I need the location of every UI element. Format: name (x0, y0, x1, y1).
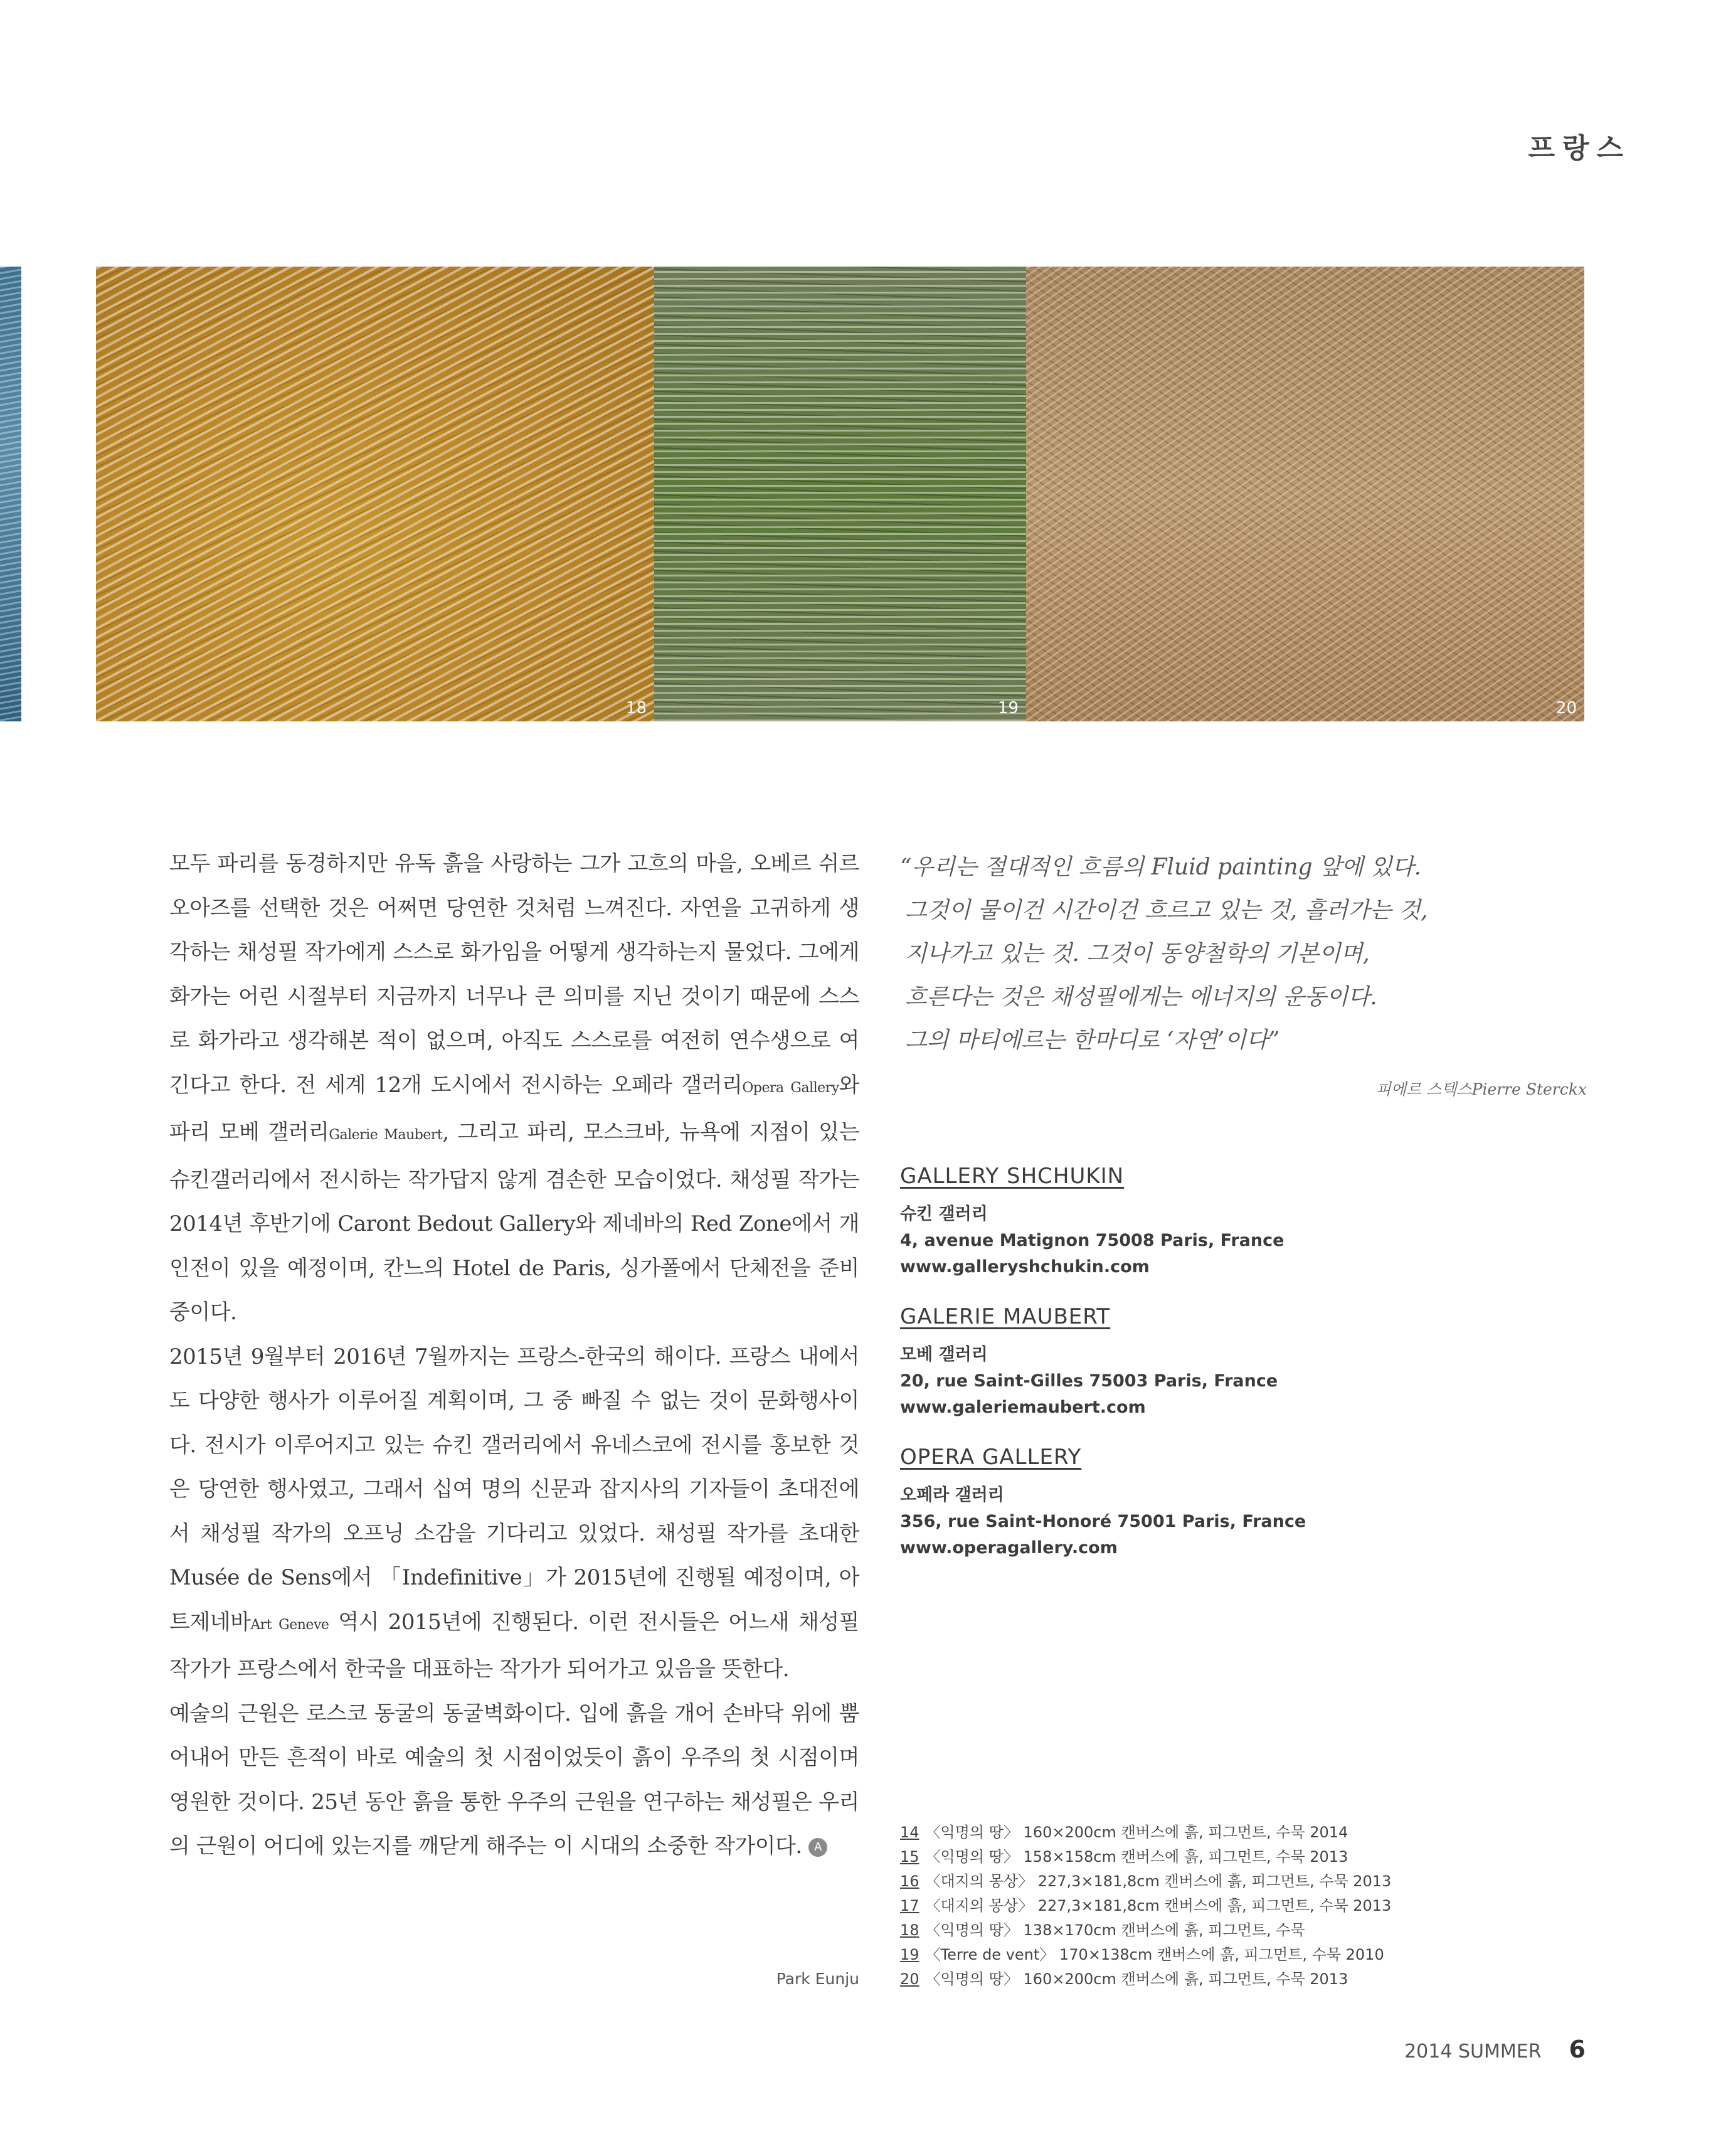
painting-18-image (96, 267, 654, 721)
caption-item (900, 1845, 1621, 1869)
text-run: 모두 파리를 동경하지만 유독 흙을 사랑하는 그가 고흐의 마을, 오베르 쉬르 오아즈를 선택한 것은 어쩌면 당연한 것처럼 느껴진다. 자연을 고귀하게 생각하는 채성필 작가에게 스스로 화가임을 어떻게 생각하는지 물었다. 그에게 화가는 어린 시절부터 지금까지 너무나 큰 의미를 지닌 것이기 때문에 스스로 화가라고 생각해본 적이 없으며, 아직도 스스로를 여전히 연수생으로 여긴다고 한다. 전 세계 12개 도시에서 전시하는 오페라 갤러리 (169, 851, 859, 1098)
painting-edge-image (0, 267, 21, 721)
caption-number: 15 (900, 1848, 919, 1866)
caption-item (900, 1967, 1621, 1992)
caption-item (900, 1918, 1621, 1943)
caption-item (900, 1943, 1621, 1967)
caption-item (900, 1820, 1621, 1845)
gallery-url-link[interactable]: www.operagallery.com (900, 1538, 1118, 1558)
caption-number: 17 (900, 1897, 919, 1914)
text-run-english: Art Geneve (250, 1617, 329, 1633)
text-run: 역시 2015년에 진행된다. 이런 전시들은 어느새 채성필 작가가 프랑스에서 한국을 대표하는 작가가 되어가고 있음을 뜻한다. (169, 1609, 860, 1682)
caption-number: 16 (900, 1872, 919, 1890)
caption-text: 〈익명의 땅〉 158×158cm 캔버스에 흙, 피그먼트, 수묵 2013 (925, 1848, 1348, 1866)
text-run: 2015년 9월부터 2016년 7월까지는 프랑스-한국의 해이다. 프랑스 내에서도 다양한 행사가 이루어질 계획이며, 그 중 빠질 수 없는 것이 문화행사이다. 전시가 이루어지고 있는 슈킨 갤러리에서 유네스코에 전시를 홍보한 것은 당연한 행사였고, 그래서 십여 명의 신문과 잡지사의 기자들이 초대전에서 채성필 작가의 오프닝 소감을 기다리고 있었다. 채성필 작가를 초대한 Musée de Sens에서 「Indefinitive」가 2015년에 진행될 예정이며, 아트제네바 (169, 1344, 859, 1635)
gallery-korean-name: 오페라 갤러리 (900, 1485, 1004, 1505)
caption-number: 14 (900, 1824, 919, 1841)
quote-attribution: 피에르 스텍스Pierre Sterckx (1375, 1080, 1587, 1098)
gallery-entry (900, 1164, 1527, 1280)
section-label: 프랑스 (1528, 132, 1631, 164)
text-run-english: Galerie Maubert (329, 1127, 443, 1143)
page-number: 6 (1569, 2036, 1586, 2063)
gallery-list (900, 1164, 1527, 1585)
issue-label: 2014 SUMMER (1404, 2041, 1542, 2063)
quote-line: 그것이 물이건 시간이건 흐르고 있는 것, 흘러가는 것, (905, 898, 1428, 923)
text-run: 와 파리 모베 갤러리 (169, 1072, 859, 1145)
gallery-entry (900, 1304, 1527, 1421)
caption-text: 〈대지의 몽상〉 227,3×181,8cm 캔버스에 흙, 피그먼트, 수묵 2013 (925, 1897, 1392, 1914)
painting-20-image (1026, 267, 1584, 721)
text-run: 예술의 근원은 로스코 동굴의 동굴벽화이다. 입에 흙을 개어 손바닥 위에 뿜어내어 만든 흔적이 바로 예술의 첫 시점이었듯이 흙이 우주의 첫 시점이며 영원한 것이다. 25년 동안 흙을 통한 우주의 근원을 연구하는 채성필은 우리의 근원이 어디에 있는지를 깨닫게 해주는 이 시대의 소중한 작가이다. (169, 1701, 859, 1859)
text-run: , 그리고 파리, 모스크바, 뉴욕에 지점이 있는 슈킨갤러리에서 전시하는 작가답지 않게 겸손한 모습이었다. 채성필 작가는 2014년 후반기에 Caront Bedout Gallery와 제네바의 Red Zone에서 개인전이 있을 예정이며, 칸느의 Hotel de Paris, 싱가폴에서 단체전을 준비 중이다. (169, 1120, 859, 1325)
byline: Park Eunju (776, 1970, 859, 1988)
caption-text: 〈대지의 몽상〉 227,3×181,8cm 캔버스에 흙, 피그먼트, 수묵 2013 (925, 1872, 1392, 1890)
paragraph (169, 1335, 859, 1692)
gallery-name: GALLERY SHCHUKIN (900, 1164, 1125, 1189)
gallery-korean-name: 슈킨 갤러리 (900, 1204, 988, 1224)
caption-list (900, 1820, 1621, 1992)
plate-number: 20 (1555, 699, 1577, 718)
plate-number: 19 (997, 699, 1019, 718)
gallery-address: 20, rue Saint-Gilles 75003 Paris, France (900, 1371, 1278, 1391)
quote-line: “우리는 절대적인 흐름의 Fluid painting 앞에 있다. (900, 854, 1422, 880)
caption-text: 〈Terre de vent〉 170×138cm 캔버스에 흙, 피그먼트, 수묵 2010 (925, 1946, 1384, 1963)
gallery-name: GALERIE MAUBERT (900, 1304, 1111, 1329)
quote-line: 그의 마티에르는 한마디로 ‘자연’이다” (905, 1028, 1280, 1053)
gallery-entry (900, 1445, 1527, 1561)
caption-number: 19 (900, 1946, 919, 1963)
gallery-name: OPERA GALLERY (900, 1445, 1082, 1470)
painting-19-image (654, 267, 1026, 721)
caption-item (900, 1894, 1621, 1918)
caption-text: 〈익명의 땅〉 160×200cm 캔버스에 흙, 피그먼트, 수묵 2013 (925, 1970, 1348, 1988)
caption-text: 〈익명의 땅〉 138×170cm 캔버스에 흙, 피그먼트, 수묵 (925, 1921, 1305, 1939)
quote-line: 지나가고 있는 것. 그것이 동양철학의 기본이며, (905, 941, 1370, 967)
caption-text: 〈익명의 땅〉 160×200cm 캔버스에 흙, 피그먼트, 수묵 2014 (925, 1824, 1348, 1841)
end-mark-icon: A (808, 1838, 827, 1857)
article-body (169, 842, 859, 1869)
text-run-english: Opera Gallery (742, 1080, 839, 1096)
paragraph (169, 842, 859, 1335)
gallery-url-link[interactable]: www.galleryshchukin.com (900, 1257, 1150, 1277)
page-footer (1404, 2036, 1586, 2063)
caption-number: 20 (900, 1970, 919, 1988)
gallery-url-link[interactable]: www.galeriemaubert.com (900, 1398, 1146, 1417)
quote-line: 흐른다는 것은 채성필에게는 에너지의 운동이다. (905, 984, 1377, 1010)
paragraph (169, 1692, 859, 1869)
gallery-address: 4, avenue Matignon 75008 Paris, France (900, 1231, 1285, 1250)
plate-number: 18 (625, 699, 647, 718)
caption-item (900, 1869, 1621, 1894)
gallery-address: 356, rue Saint-Honoré 75001 Paris, France (900, 1512, 1306, 1531)
gallery-korean-name: 모베 갤러리 (900, 1345, 988, 1364)
pull-quote (900, 846, 1609, 1062)
caption-number: 18 (900, 1921, 919, 1939)
